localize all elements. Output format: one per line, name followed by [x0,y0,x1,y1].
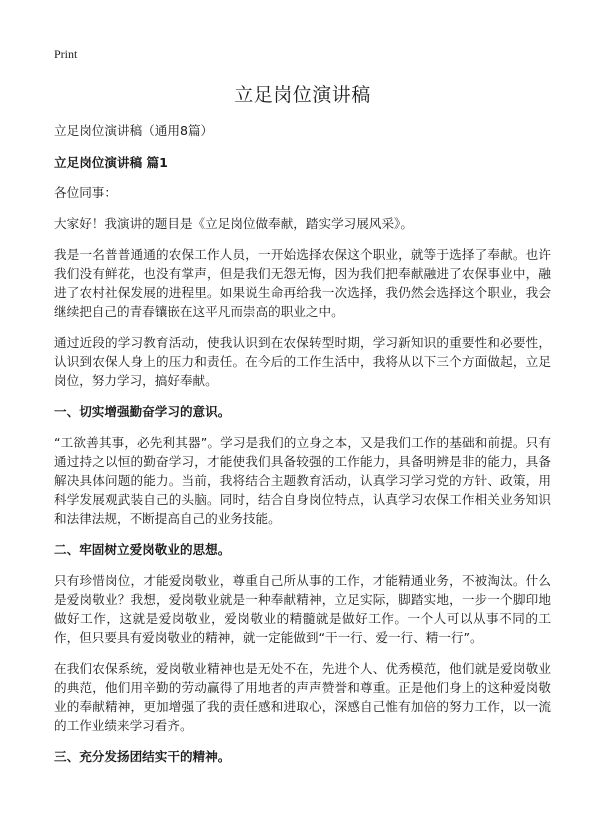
document-subtitle: 立足岗位演讲稿（通用8篇） [54,123,214,138]
body-paragraph: 通过近段的学习教育活动，使我认识到在农保转型时期，学习新知识的重要性和必要性，认识到农保人身上的压力和责任。在今后的工作生活中，我将从以下三个方面做起，立足岗位，努力学习，搞好奉献。 [54,335,551,388]
heading-dedication: 二、牢固树立爱岗敬业的思想。 [54,542,231,557]
body-paragraph: 大家好！我演讲的题目是《立足岗位做奉献，踏实学习展风采》。 [54,216,413,231]
body-paragraph: 在我们农保系统，爱岗敬业精神也是无处不在，先进个人、优秀模范，他们就是爱岗敬业的典范，他们用辛勤的劳动赢得了用地者的声声赞誉和尊重。正是他们身上的这种爱岗敬业的奉献精神，更加增强了我的责任感和进取心，深感自己惟有加倍的努力工作，以一流的工作业绩来学习看齐。 [54,661,551,733]
section-title: 立足岗位演讲稿 篇1 [54,155,168,170]
page-title: 立足岗位演讲稿 [234,84,371,106]
heading-study: 一、切实增强勤奋学习的意识。 [54,404,231,419]
greeting-paragraph: 各位同事： [54,185,117,200]
body-paragraph: “工欲善其事，必先利其器”。学习是我们的立身之本，又是我们工作的基础和前提。只有通过持之以恒的勤奋学习，才能使我们具备较强的工作能力，具备明辨是非的能力，具备解决具体问题的能力。当前，我将结合主题教育活动，认真学习学习党的方针、政策，用科学发展观武装自己的头脑。同时，结合自身岗位特点，认真学习农保工作相关业务知识和法律法规，不断提高自己的业务技能。 [54,435,551,526]
body-paragraph: 只有珍惜岗位，才能爱岗敬业，尊重自己所从事的工作，才能精通业务，不被淘汰。什么是爱岗敬业？我想，爱岗敬业就是一种奉献精神，立足实际，脚踏实地，一步一个脚印地做好工作，这就是爱岗敬业，爱岗敬业的精髓就是做好工作。一个人可以从事不同的工作，但只要具有爱岗敬业的精神，就一定能做到“干一行、爱一行、精一行”。 [54,573,551,645]
heading-teamwork: 三、充分发扬团结实干的精神。 [54,749,231,764]
body-paragraph: 我是一名普普通通的农保工作人员，一开始选择农保这个职业，就等于选择了奉献。也许我们没有鲜花，也没有掌声，但是我们无怨无悔，因为我们把奉献融进了农保事业中，融进了农村社保发展的进程里。如果说生命再给我一次选择，我仍然会选择这个职业，我会继续把自己的青春镶嵌在这平凡而崇高的职业之中。 [54,247,551,319]
print-link[interactable]: Print [54,47,78,61]
document-body [54,121,551,778]
